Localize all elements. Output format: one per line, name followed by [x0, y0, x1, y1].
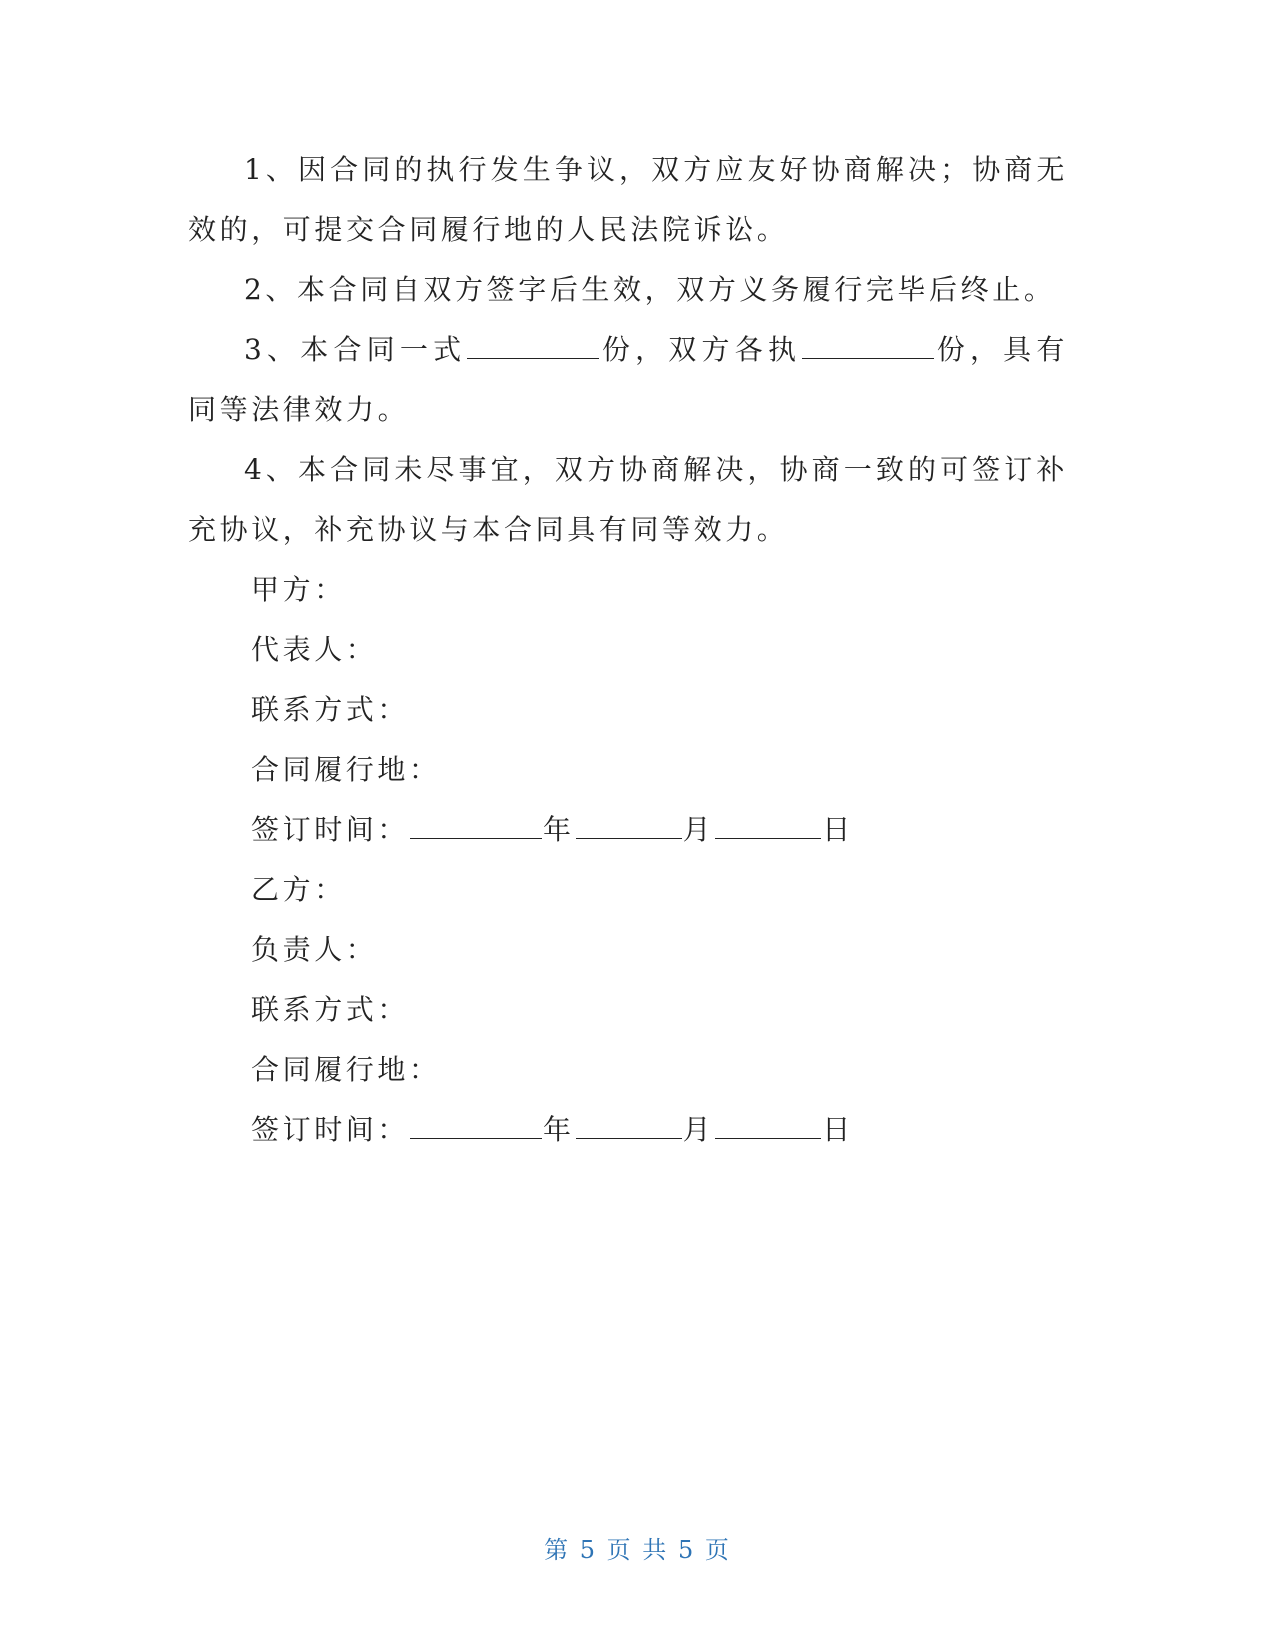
- party-b-contact-label: 联系方式：: [251, 993, 410, 1026]
- party-b-place-label: 合同履行地：: [251, 1053, 441, 1086]
- party-b-month-label: 月: [682, 1113, 715, 1146]
- party-a-date-line: [188, 800, 1068, 860]
- party-a-section: [188, 560, 1068, 860]
- copies-each-blank: [802, 336, 934, 359]
- clause-3: [188, 320, 1068, 440]
- copies-total-blank: [467, 336, 599, 359]
- party-a-month-blank: [576, 816, 682, 839]
- clause-3-suffix: 份，具有同等法律效力。: [188, 333, 1068, 426]
- party-b-section: [188, 860, 1068, 1160]
- party-a-name-label: 甲方：: [251, 573, 346, 606]
- party-a-year-blank: [410, 816, 542, 839]
- clause-4: 4、本合同未尽事宜，双方协商解决，协商一致的可签订补充协议，补充协议与本合同具有同等效力。: [188, 453, 1068, 546]
- party-a-year-label: 年: [543, 813, 575, 846]
- party-b-date-line: [188, 1100, 1068, 1160]
- party-b-month-blank: [576, 1116, 682, 1139]
- party-a-month-label: 月: [682, 813, 715, 846]
- party-b-date-label: 签订时间：: [251, 1113, 410, 1146]
- clause-3-prefix: 3、本合同一式: [244, 333, 467, 366]
- party-a-rep-label: 代表人：: [251, 633, 378, 666]
- party-b-day-label: 日: [822, 1113, 854, 1146]
- party-b-rep-label: 负责人：: [251, 933, 378, 966]
- clause-3-mid: 份，双方各执: [600, 333, 802, 366]
- clause-2: 2、本合同自双方签字后生效，双方义务履行完毕后终止。: [244, 273, 1056, 306]
- party-b-name-label: 乙方：: [251, 873, 346, 906]
- page-footer: 第 5 页 共 5 页: [544, 1536, 731, 1564]
- party-a-place-label: 合同履行地：: [251, 753, 441, 786]
- party-a-day-label: 日: [822, 813, 854, 846]
- party-a-day-blank: [715, 816, 821, 839]
- clause-1: 1、因合同的执行发生争议，双方应友好协商解决；协商无效的，可提交合同履行地的人民法院诉讼。: [188, 153, 1068, 246]
- party-a-contact-label: 联系方式：: [251, 693, 410, 726]
- party-a-date-label: 签订时间：: [251, 813, 410, 846]
- contract-body: [188, 140, 1068, 1160]
- party-b-day-blank: [715, 1116, 821, 1139]
- party-b-year-blank: [410, 1116, 542, 1139]
- party-b-year-label: 年: [543, 1113, 575, 1146]
